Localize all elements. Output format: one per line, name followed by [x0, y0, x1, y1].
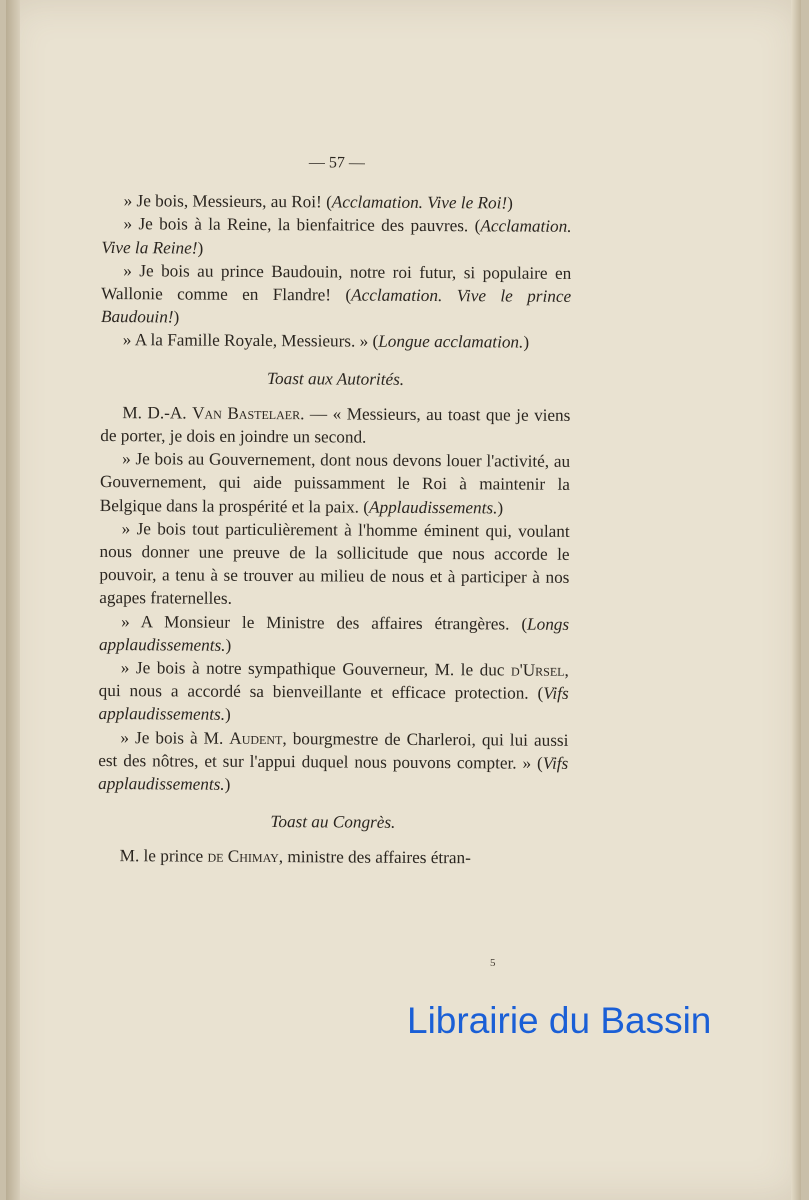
stage-direction: Longue acclamation. — [378, 332, 524, 352]
paragraph-text: » Je bois au Gouvernement, dont nous devons louer l'activité, au Gouvernement, qui aide puissamment le Roi à maintenir la Belgique dans la prospérité et la paix. ( — [99, 449, 571, 517]
section-heading: Toast aux Autorités. — [267, 368, 405, 389]
signature-mark: 5 — [490, 957, 496, 969]
paragraph-text: , ministre des affaires étran- — [278, 847, 471, 868]
stage-direction: Longs applaudissements. — [98, 614, 570, 655]
paragraph-text: » Je bois à notre sympathique Gouverneur, M. le duc — [120, 658, 512, 680]
stage-direction: Acclamation. Vive le prince Baudouin! — [100, 285, 572, 327]
paragraph-text: ) — [197, 238, 204, 258]
person-name: d'Ursel — [510, 660, 565, 680]
paragraph-text: M. D.-A. — [122, 402, 193, 423]
speaker-name: de Chimay — [207, 847, 279, 867]
paragraph — [100, 447, 570, 519]
paragraph-text: ) — [523, 332, 530, 353]
stage-direction: Vifs applaudissements. — [98, 683, 569, 725]
paragraph — [99, 517, 570, 613]
paragraph-text: » Je bois à M. — [120, 727, 230, 748]
page-text — [98, 150, 572, 871]
paragraph — [98, 726, 568, 798]
paragraph-text: ) — [507, 193, 513, 213]
paragraph-text: » A Monsieur le Ministre des affaires étrangères. ( — [121, 611, 528, 634]
speaker-name: Van Bastelaer — [192, 403, 301, 424]
paragraph-text: » Je bois, Messieurs, au Roi! ( — [123, 191, 332, 212]
paragraph-text: ) — [224, 774, 231, 794]
page-edge — [791, 0, 801, 1200]
stage-direction: Acclamation. Vive la Reine! — [101, 216, 572, 258]
paragraph-text: , qui nous a accordé sa bienveillante et efficace protection. ( — [98, 660, 569, 703]
paragraph — [101, 328, 571, 354]
paragraph-text: . — « Messieurs, au toast que je viens de porter, je dois en joindre un second. — [100, 404, 571, 447]
paragraph-text: ) — [497, 498, 504, 518]
paragraph-text: ) — [173, 307, 180, 327]
stage-direction: Acclamation. Vive le Roi! — [331, 192, 508, 213]
paragraph — [101, 259, 571, 331]
paragraph-text: » A la Famille Royale, Messieurs. » ( — [122, 330, 379, 352]
paragraph-text: ) — [225, 705, 231, 725]
paragraph-text: , bourgmestre de Charleroi, qui lui aussi est des nôtres, et sur l'appui duquel nous pouvons compter. » ( — [98, 728, 569, 773]
paragraph — [101, 212, 571, 261]
watermark: Librairie du Bassin — [407, 1000, 712, 1041]
person-name: Audent — [229, 728, 283, 748]
stage-direction: Vifs applaudissements. — [98, 753, 569, 794]
paragraph-text: » Je bois à la Reine, la bienfaitrice des pauvres. ( — [123, 214, 481, 236]
page-spine — [6, 0, 20, 1200]
paragraph-text: ) — [225, 635, 232, 655]
paragraph-text: M. le prince — [119, 846, 208, 867]
stage-direction: Applaudissements. — [368, 497, 498, 518]
paragraph — [99, 610, 569, 659]
paragraph — [98, 844, 568, 870]
section-heading: Toast au Congrès. — [270, 812, 396, 833]
paragraph-text: » Je bois tout particulièrement à l'homme éminent qui, voulant nous donner une preuve de la sollicitude que nous accorde le pouvoir, a tenu à se trouver au milieu de nous et à participer à nos agapes fraternelles. — [99, 518, 570, 609]
paragraph — [98, 656, 568, 728]
paragraph — [102, 189, 572, 215]
page-number: — 57 — — [308, 154, 365, 172]
paragraph — [100, 401, 570, 450]
paragraph-text: » Je bois au prince Baudouin, notre roi futur, si populaire en Wallonie comme en Flandre! ( — [101, 260, 572, 305]
